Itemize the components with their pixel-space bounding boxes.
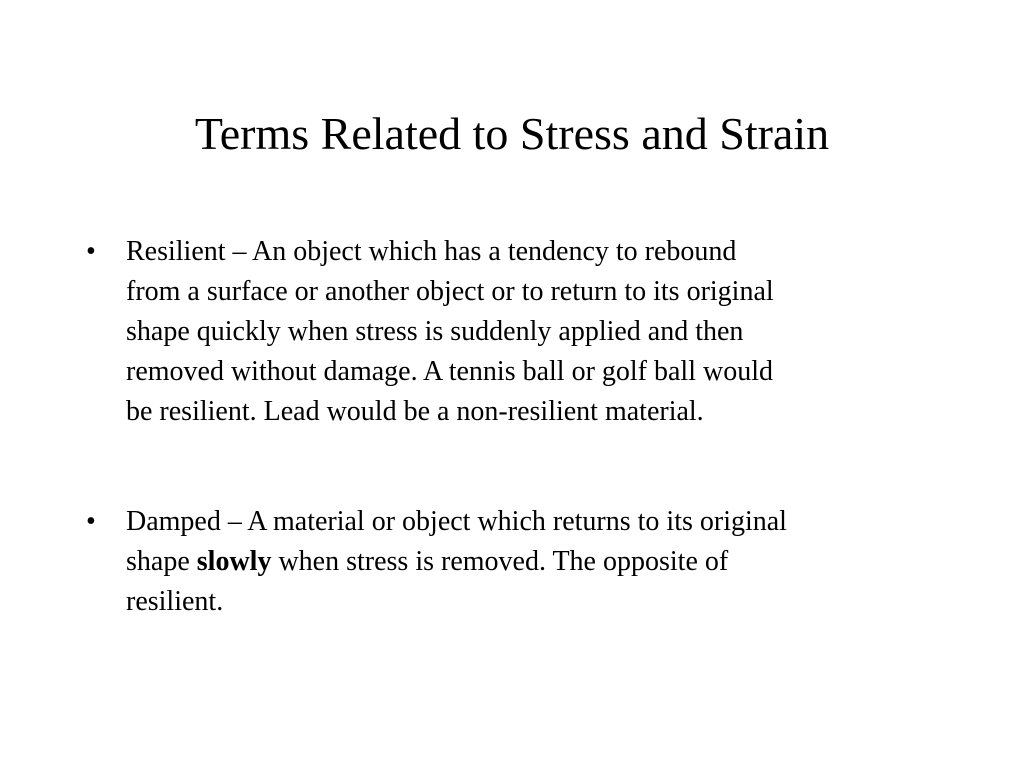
bullet-line: be resilient. Lead would be a non-resilient material. (126, 396, 704, 427)
bullet-line: from a surface or another object or to return to its original (126, 276, 774, 307)
slide-title: Terms Related to Stress and Strain (194, 108, 830, 159)
bullet-line (126, 542, 946, 582)
bullet-line: removed without damage. A tennis ball or golf ball would (126, 356, 773, 387)
bullet-line: Resilient – An object which has a tendency to rebound (126, 236, 737, 267)
bullet-line: Damped – A material or object which returns to its original (126, 506, 787, 537)
bullet-dot-icon: • (86, 506, 96, 537)
bullet-dot-icon: • (86, 236, 96, 267)
bullet-line-part: shape (126, 546, 197, 577)
bullet-line-part: when stress is removed. The opposite of (271, 546, 729, 577)
bullet-text (126, 232, 946, 432)
emphasis-slowly: slowly (196, 546, 272, 577)
bullet-line: resilient. (126, 586, 224, 617)
bullet-line: shape quickly when stress is suddenly applied and then (126, 316, 744, 347)
bullet-text (126, 502, 946, 622)
